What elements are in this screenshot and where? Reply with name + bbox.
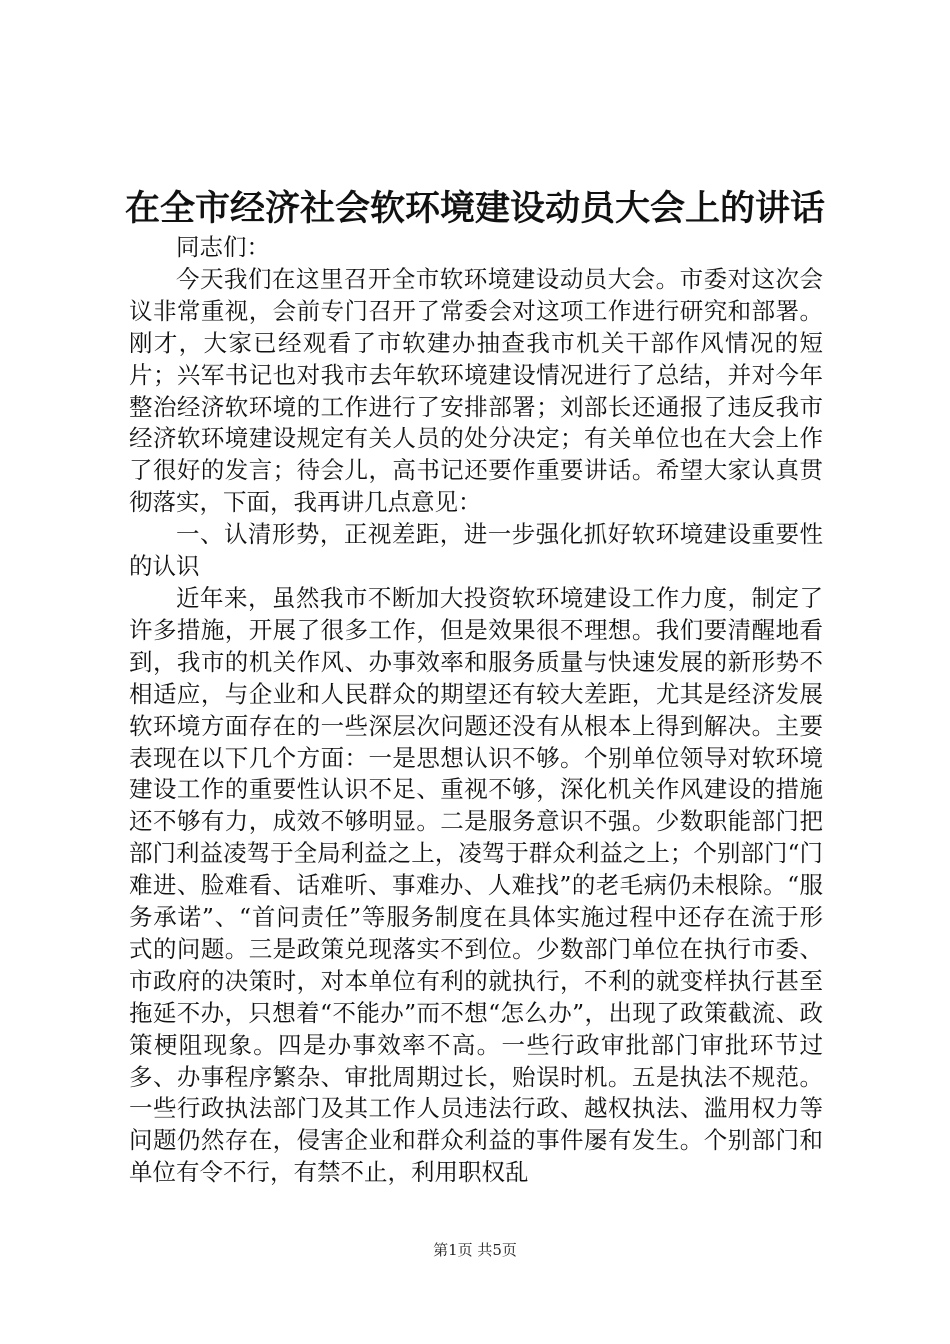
document-title: 在全市经济社会软环境建设动员大会上的讲话 <box>124 188 825 229</box>
opening-paragraph: 今天我们在这里召开全市软环境建设动员大会。市委对这次会议非常重视，会前专门召开了常委会对这项工作进行研究和部署。刚才，大家已经观看了市软建办抽查我市机关干部作风情况的短片；兴军书记也对我市去年软环境建设情况进行了总结，并对今年整治经济软环境的工作进行了安排部署；刘部长还通报了违反我市经济软环境建设规定有关人员的处分决定；有关单位也在大会上作了很好的发言；待会儿，高书记还要作重要讲话。希望大家认真贯彻落实，下面，我再讲几点意见： <box>129 264 823 517</box>
document-body <box>129 232 823 1189</box>
body-paragraph: 近年来，虽然我市不断加大投资软环境建设工作力度，制定了许多措施，开展了很多工作，但是效果很不理想。我们要清醒地看到，我市的机关作风、办事效率和服务质量与快速发展的新形势不相适应，与企业和人民群众的期望还有较大差距，尤其是经济发展软环境方面存在的一些深层次问题还没有从根本上得到解决。主要表现在以下几个方面：一是思想认识不够。个别单位领导对软环境建设工作的重要性认识不足、重视不够，深化机关作风建设的措施还不够有力，成效不够明显。二是服务意识不强。少数职能部门把部门利益凌驾于全局利益之上，凌驾于群众利益之上；个别部门“门难进、脸难看、话难听、事难办、人难找”的老毛病仍未根除。“服务承诺”、“首问责任”等服务制度在具体实施过程中还存在流于形式的问题。三是政策兑现落实不到位。少数部门单位在执行市委、市政府的决策时，对本单位有利的就执行，不利的就变样执行甚至拖延不办，只想着“不能办”而不想“怎么办”，出现了政策截流、政策梗阻现象。四是办事效率不高。一些行政审批部门审批环节过多、办事程序繁杂、审批周期过长，贻误时机。五是执法不规范。一些行政执法部门及其工作人员违法行政、越权执法、滥用权力等问题仍然存在，侵害企业和群众利益的事件屡有发生。个别部门和单位有令不行，有禁不止，利用职权乱 <box>129 583 823 1187</box>
salutation-paragraph: 同志们： <box>176 233 270 261</box>
section-heading: 一、认清形势，正视差距，进一步强化抓好软环境建设重要性的认识 <box>129 520 823 581</box>
page-footer: 第1页 共5页 <box>433 1241 517 1259</box>
